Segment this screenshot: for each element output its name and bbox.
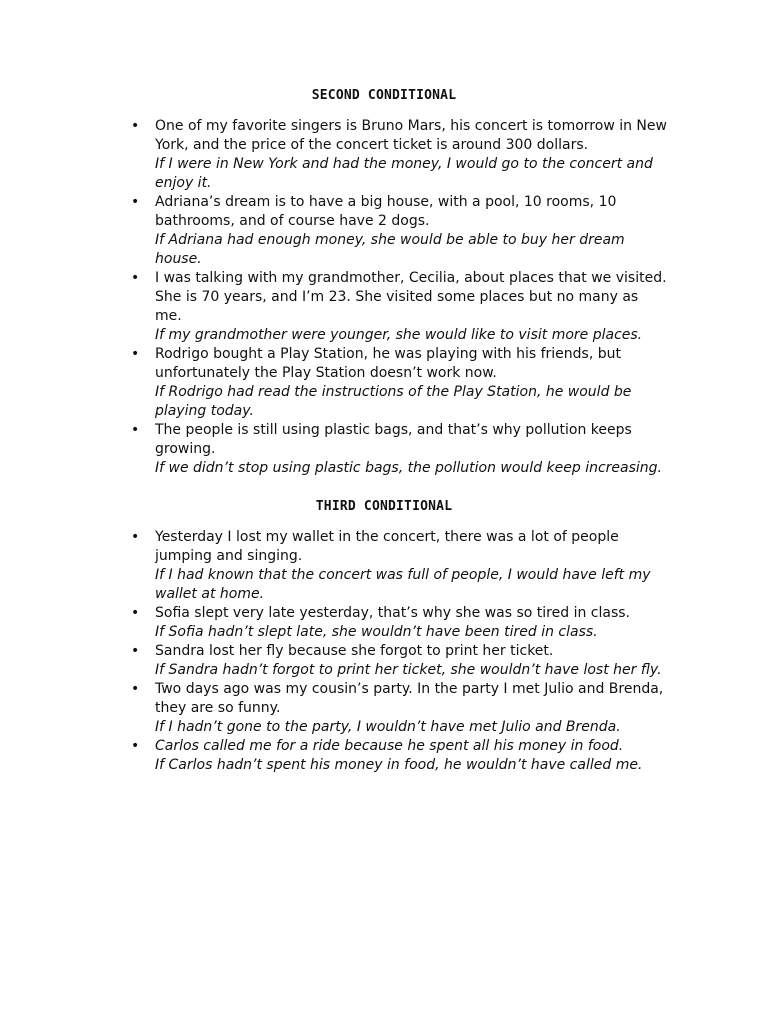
- conditional-sentence: If my grandmother were younger, she would like to visit more places.: [155, 327, 643, 343]
- third-conditional-heading: THIRD CONDITIONAL: [315, 499, 453, 514]
- conditional-sentence: If Sandra hadn’t forgot to print her ticket, she wouldn’t have lost her fly.: [155, 662, 662, 678]
- list-item: [128, 528, 668, 604]
- list-item: [128, 642, 668, 680]
- bullet-icon: •: [131, 270, 140, 286]
- premise-text: The people is still using plastic bags, and that’s why pollution keeps growing.: [155, 422, 632, 457]
- premise-text: I was talking with my grandmother, Cecilia, about places that we visited. She is 70 years, and I’m 23. She visited some places but no many as me.: [155, 270, 667, 324]
- conditional-sentence: If I were in New York and had the money, I would go to the concert and enjoy it.: [155, 156, 653, 191]
- premise-text: Carlos called me for a ride because he spent all his money in food.: [155, 738, 624, 754]
- bullet-icon: •: [131, 346, 140, 362]
- conditional-sentence: If Sofia hadn’t slept late, she wouldn’t have been tired in class.: [155, 624, 598, 640]
- third-conditional-list: [128, 528, 668, 775]
- bullet-icon: •: [131, 738, 140, 754]
- premise-text: Adriana’s dream is to have a big house, with a pool, 10 rooms, 10 bathrooms, and of course have 2 dogs.: [155, 194, 617, 229]
- list-item: [128, 421, 668, 478]
- bullet-icon: •: [131, 422, 140, 438]
- premise-text: Yesterday I lost my wallet in the concert, there was a lot of people jumping and singing.: [155, 529, 619, 564]
- list-item: [128, 604, 668, 642]
- bullet-icon: •: [131, 681, 140, 697]
- bullet-icon: •: [131, 118, 140, 134]
- conditional-sentence: If Adriana had enough money, she would be able to buy her dream house.: [155, 232, 625, 267]
- list-item: [128, 269, 668, 345]
- bullet-icon: •: [131, 643, 140, 659]
- conditional-sentence: If Carlos hadn’t spent his money in food, he wouldn’t have called me.: [155, 757, 643, 773]
- list-item: [128, 117, 668, 193]
- premise-text: Sofia slept very late yesterday, that’s why she was so tired in class.: [155, 605, 630, 621]
- bullet-icon: •: [131, 529, 140, 545]
- conditional-sentence: If I had known that the concert was full of people, I would have left my wallet at home.: [155, 567, 651, 602]
- bullet-icon: •: [131, 194, 140, 210]
- bullet-icon: •: [131, 605, 140, 621]
- second-conditional-list: [128, 117, 668, 478]
- list-item: [128, 680, 668, 737]
- premise-text: Two days ago was my cousin’s party. In the party I met Julio and Brenda, they are so funny.: [155, 681, 664, 716]
- conditional-sentence: If Rodrigo had read the instructions of the Play Station, he would be playing today.: [155, 384, 632, 419]
- premise-text: Rodrigo bought a Play Station, he was playing with his friends, but unfortunately the Play Station doesn’t work now.: [155, 346, 621, 381]
- list-item: [128, 193, 668, 269]
- conditional-sentence: If I hadn’t gone to the party, I wouldn’t have met Julio and Brenda.: [155, 719, 621, 735]
- conditional-sentence: If we didn’t stop using plastic bags, the pollution would keep increasing.: [155, 460, 663, 476]
- second-conditional-heading: SECOND CONDITIONAL: [311, 88, 457, 103]
- premise-text: One of my favorite singers is Bruno Mars, his concert is tomorrow in New York, and the price of the concert ticket is around 300 dollars.: [155, 118, 667, 153]
- list-item: [128, 737, 668, 775]
- premise-text: Sandra lost her fly because she forgot to print her ticket.: [155, 643, 554, 659]
- list-item: [128, 345, 668, 421]
